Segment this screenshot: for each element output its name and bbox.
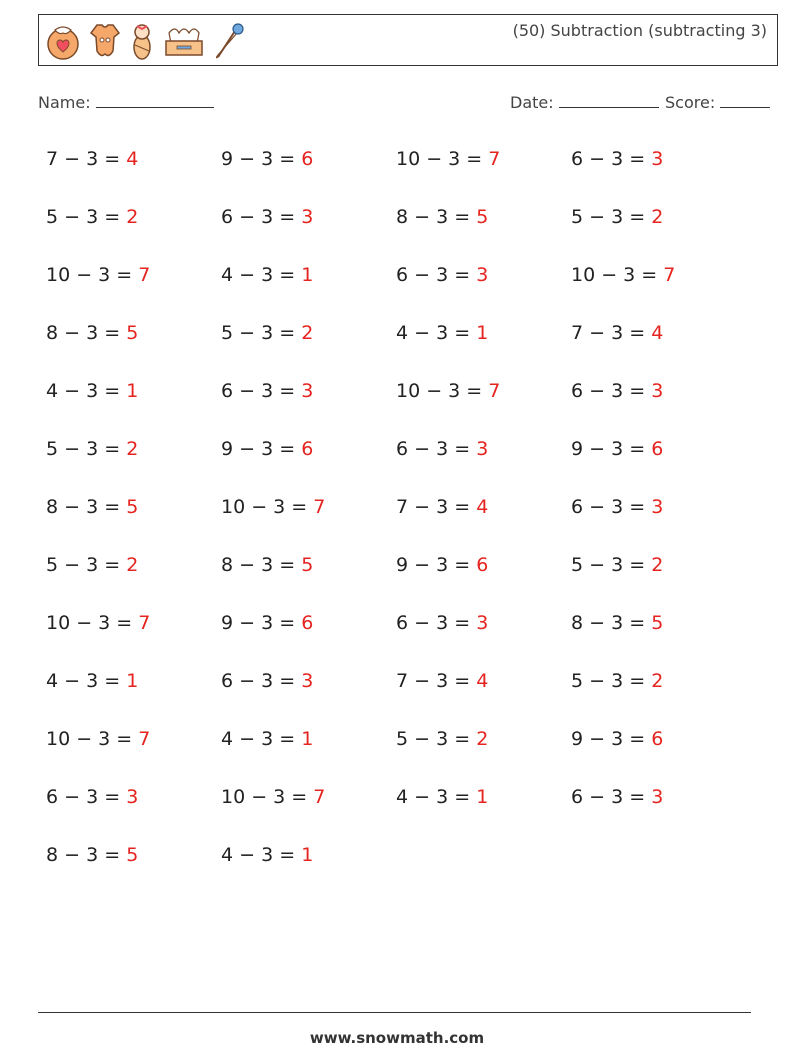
problem-answer: 6 — [301, 438, 314, 460]
problem-answer: 6 — [651, 438, 664, 460]
problem-expression: 6 − 3 = — [221, 670, 302, 692]
problem-expression: 6 − 3 = — [46, 786, 127, 808]
problem-answer: 6 — [301, 612, 314, 634]
problem-item — [571, 554, 663, 576]
score-label: Score: — [665, 93, 716, 112]
problem-expression: 4 − 3 = — [221, 728, 302, 750]
problem-item — [221, 844, 313, 866]
problem-expression: 6 − 3 = — [571, 496, 652, 518]
problem-answer: 4 — [651, 322, 664, 344]
problem-answer: 7 — [138, 728, 151, 750]
problem-answer: 5 — [126, 844, 139, 866]
problem-answer: 1 — [301, 728, 314, 750]
name-field — [38, 93, 214, 112]
problem-expression: 10 − 3 = — [396, 380, 489, 402]
problem-item — [396, 612, 488, 634]
problem-answer: 2 — [126, 206, 139, 228]
problem-expression: 5 − 3 = — [396, 728, 477, 750]
problem-answer: 6 — [651, 728, 664, 750]
problem-expression: 10 − 3 = — [221, 496, 314, 518]
problem-expression: 6 − 3 = — [396, 264, 477, 286]
footer-url: www.snowmath.com — [309, 1029, 485, 1047]
problem-expression: 8 − 3 = — [571, 612, 652, 634]
problem-item — [571, 264, 675, 286]
problem-item — [396, 728, 488, 750]
problem-answer: 4 — [476, 496, 489, 518]
problem-item — [46, 728, 150, 750]
problem-answer: 4 — [476, 670, 489, 692]
problem-expression: 7 − 3 = — [396, 496, 477, 518]
problem-item — [571, 322, 663, 344]
problem-item — [46, 322, 138, 344]
icon-strip — [45, 21, 245, 61]
problem-answer: 7 — [138, 612, 151, 634]
problem-answer: 3 — [301, 206, 314, 228]
problem-answer: 3 — [651, 148, 664, 170]
problem-answer: 3 — [651, 496, 664, 518]
problem-answer: 7 — [313, 786, 326, 808]
problem-item — [396, 786, 488, 808]
problem-expression: 8 − 3 = — [396, 206, 477, 228]
problem-item — [46, 206, 138, 228]
problem-item — [46, 554, 138, 576]
problem-expression: 10 − 3 = — [571, 264, 664, 286]
problem-expression: 7 − 3 = — [46, 148, 127, 170]
problem-item — [221, 786, 325, 808]
problem-item — [571, 670, 663, 692]
problem-answer: 2 — [651, 206, 664, 228]
problem-expression: 7 − 3 = — [396, 670, 477, 692]
problem-expression: 4 − 3 = — [221, 264, 302, 286]
problem-expression: 4 − 3 = — [46, 380, 127, 402]
problem-answer: 2 — [476, 728, 489, 750]
problem-answer: 4 — [126, 148, 139, 170]
problem-expression: 5 − 3 = — [571, 206, 652, 228]
problem-expression: 9 − 3 = — [221, 612, 302, 634]
problem-item — [396, 206, 488, 228]
problem-answer: 6 — [476, 554, 489, 576]
problem-item — [571, 380, 663, 402]
problem-item — [46, 264, 150, 286]
problem-item — [221, 554, 313, 576]
problem-answer: 5 — [126, 322, 139, 344]
problem-item — [571, 148, 663, 170]
problem-expression: 9 − 3 = — [221, 438, 302, 460]
problem-expression: 10 − 3 = — [46, 728, 139, 750]
problem-expression: 8 − 3 = — [46, 496, 127, 518]
problem-item — [46, 496, 138, 518]
problem-answer: 2 — [651, 554, 664, 576]
problem-expression: 10 − 3 = — [221, 786, 314, 808]
problem-item — [396, 380, 500, 402]
problem-expression: 6 − 3 = — [396, 438, 477, 460]
problem-expression: 10 − 3 = — [396, 148, 489, 170]
problem-item — [571, 786, 663, 808]
date-blank — [559, 93, 659, 108]
problem-answer: 3 — [301, 670, 314, 692]
tissue-box-icon — [163, 21, 205, 61]
problem-item — [221, 728, 313, 750]
problem-expression: 9 − 3 = — [571, 438, 652, 460]
problem-expression: 10 − 3 = — [46, 612, 139, 634]
problem-item — [571, 206, 663, 228]
problem-answer: 3 — [301, 380, 314, 402]
problem-answer: 7 — [488, 148, 501, 170]
problem-answer: 1 — [126, 670, 139, 692]
problem-item — [396, 670, 488, 692]
problem-expression: 4 − 3 = — [396, 786, 477, 808]
problem-item — [46, 612, 150, 634]
problem-item — [46, 380, 138, 402]
problem-expression: 5 − 3 = — [571, 670, 652, 692]
safety-pin-icon — [213, 21, 245, 61]
date-field — [510, 93, 659, 112]
problem-answer: 1 — [126, 380, 139, 402]
problem-expression: 8 − 3 = — [46, 322, 127, 344]
problem-answer: 3 — [476, 612, 489, 634]
problem-expression: 7 − 3 = — [571, 322, 652, 344]
problem-expression: 6 − 3 = — [396, 612, 477, 634]
problem-expression: 4 − 3 = — [46, 670, 127, 692]
score-blank — [720, 93, 770, 108]
problem-expression: 6 − 3 = — [571, 148, 652, 170]
problem-answer: 1 — [476, 322, 489, 344]
problem-item — [571, 496, 663, 518]
problem-answer: 7 — [138, 264, 151, 286]
problem-answer: 3 — [476, 438, 489, 460]
onesie-icon — [89, 21, 121, 61]
problem-expression: 10 − 3 = — [46, 264, 139, 286]
score-field — [665, 93, 770, 112]
problem-item — [46, 844, 138, 866]
problem-expression: 8 − 3 = — [221, 554, 302, 576]
problem-answer: 5 — [301, 554, 314, 576]
problem-item — [221, 496, 325, 518]
worksheet-title: (50) Subtraction (subtracting 3) — [512, 21, 767, 40]
problem-item — [221, 322, 313, 344]
problem-item — [396, 264, 488, 286]
problem-expression: 4 − 3 = — [396, 322, 477, 344]
problem-expression: 9 − 3 = — [221, 148, 302, 170]
problem-answer: 7 — [313, 496, 326, 518]
problem-expression: 6 − 3 = — [221, 206, 302, 228]
problem-item — [221, 264, 313, 286]
name-blank — [96, 93, 214, 108]
problem-answer: 3 — [476, 264, 489, 286]
problem-item — [221, 670, 313, 692]
problem-answer: 2 — [651, 670, 664, 692]
problem-answer: 1 — [301, 844, 314, 866]
problem-answer: 2 — [126, 554, 139, 576]
problem-item — [46, 148, 138, 170]
problem-expression: 6 − 3 = — [571, 380, 652, 402]
worksheet-header — [38, 14, 778, 66]
problem-expression: 6 − 3 = — [221, 380, 302, 402]
problem-expression: 6 − 3 = — [571, 786, 652, 808]
problem-item — [396, 438, 488, 460]
problem-answer: 5 — [651, 612, 664, 634]
date-label: Date: — [510, 93, 554, 112]
footer-divider — [38, 1012, 751, 1013]
problem-answer: 7 — [488, 380, 501, 402]
problem-answer: 5 — [476, 206, 489, 228]
problem-answer: 5 — [126, 496, 139, 518]
problem-expression: 5 − 3 = — [46, 438, 127, 460]
problem-answer: 2 — [126, 438, 139, 460]
problem-expression: 8 − 3 = — [46, 844, 127, 866]
problem-item — [396, 322, 488, 344]
problem-item — [46, 670, 138, 692]
problem-item — [221, 612, 313, 634]
problem-item — [221, 438, 313, 460]
problem-item — [571, 728, 663, 750]
problem-answer: 3 — [651, 380, 664, 402]
problem-item — [571, 438, 663, 460]
problem-answer: 7 — [663, 264, 676, 286]
problem-item — [221, 148, 313, 170]
problem-item — [396, 554, 488, 576]
problem-answer: 3 — [126, 786, 139, 808]
problem-item — [396, 148, 500, 170]
problem-expression: 9 − 3 = — [571, 728, 652, 750]
problem-item — [46, 438, 138, 460]
bib-icon — [45, 21, 81, 61]
problem-item — [221, 380, 313, 402]
problem-expression: 9 − 3 = — [396, 554, 477, 576]
problem-answer: 6 — [301, 148, 314, 170]
problem-answer: 2 — [301, 322, 314, 344]
problem-item — [396, 496, 488, 518]
problem-expression: 5 − 3 = — [221, 322, 302, 344]
problem-answer: 1 — [476, 786, 489, 808]
name-label: Name: — [38, 93, 91, 112]
problem-item — [46, 786, 138, 808]
problem-answer: 3 — [651, 786, 664, 808]
problem-expression: 5 − 3 = — [571, 554, 652, 576]
problem-expression: 5 − 3 = — [46, 206, 127, 228]
swaddled-baby-icon — [129, 21, 155, 61]
problem-expression: 5 − 3 = — [46, 554, 127, 576]
problem-item — [571, 612, 663, 634]
problem-expression: 4 − 3 = — [221, 844, 302, 866]
problem-answer: 1 — [301, 264, 314, 286]
problem-item — [221, 206, 313, 228]
